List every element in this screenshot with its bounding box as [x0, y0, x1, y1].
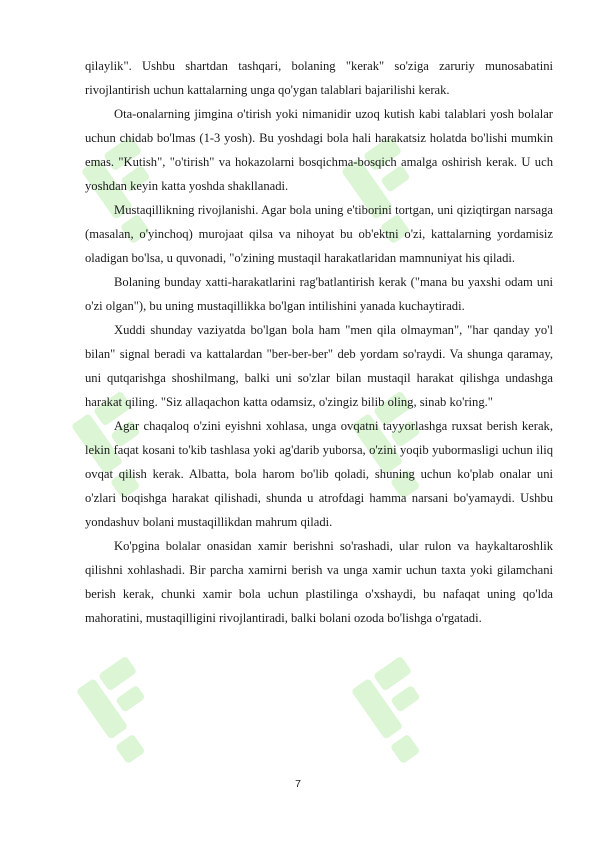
paragraph-2: Ota-onalarning jimgina o'tirish yoki nimanidir uzoq kutish kabi talablari yosh bolalar uchun chidab bo'lmas (1-3 yosh). Bu yoshdagi bola hali harakatsiz holatda bo'lishi mumkin emas. "Kutish", "o'tirish" va hokazolarni bosqichma-bosqich amalga oshirish kerak. U uch yoshdan keyin katta yoshda shakllanadi.	[85, 107, 553, 193]
paragraph-1: qilaylik". Ushbu shartdan tashqari, bolaning "kerak" so'ziga zaruriy munosabatini rivojlantirish uchun kattalarning unga qo'ygan talablari bajarilishi kerak.	[85, 59, 553, 97]
paragraph-5: Xuddi shunday vaziyatda bo'lgan bola ham "men qila olmayman", "har qanday yo'l bilan" signal beradi va kattalardan "ber-ber-ber" deb yordam so'raydi. Va shunga qaramay, uni qutqarishga shoshilmang, balki uni so'zlar bilan mustaqil harakat qilishga undashga harakat qiling. "Siz allaqachon katta odamsiz, o'zingiz bilib oling, sinab ko'ring."	[85, 323, 553, 409]
paragraph-3: Mustaqillikning rivojlanishi. Agar bola uning e'tiborini tortgan, uni qiziqtirgan narsaga (masalan, o'yinchoq) murojaat qilsa va nihoyat bu ob'ektni o'zi, kattalarning yordamisiz oladigan bo'lsa, u quvonadi, "o'zining mustaqil harakatlaridan mamnuniyat his qiladi.	[85, 203, 553, 265]
page-number: 7	[295, 778, 301, 790]
watermark-mark-right-bottom	[351, 656, 453, 765]
paragraph-6: Agar chaqaloq o'zini eyishni xohlasa, unga ovqatni tayyorlashga ruxsat berish kerak, lekin faqat kosani to'kib tashlasa yoki ag'darib yuborsa, o'zini yoqib yubormasligi uchun iliq ovqat qilish kerak. Albatta, bola harom bo'lib qoladi, shuning uchun ko'plab onalar uni o'zlari boqishga harakat qilishadi, shunda u atrofdagi hamma narsani bo'yamaydi. Ushbu yondashuv bolani mustaqillikdan mahrum qiladi.	[85, 419, 553, 529]
watermark-mark-left-bottom	[76, 656, 178, 765]
paragraph-7: Ko'pgina bolalar onasidan xamir berishni so'rashadi, ular rulon va haykaltaroshlik qilishni xohlashadi. Bir parcha xamirni berish va unga xamir uchun taxta yoki gilamchani berish kerak, chunki xamir bola uchun plastilinga o'xshaydi, bu nafaqat uning qo'lda mahoratini, mustaqilligini rivojlantiradi, balki bolani ozoda bo'lishga o'rgatadi.	[85, 539, 553, 625]
body-text	[85, 54, 553, 630]
paragraph-4: Bolaning bunday xatti-harakatlarini rag'batlantirish kerak ("mana bu yaxshi odam uni o'zi olgan"), bu uning mustaqillikka bo'lgan intilishini yanada kuchaytiradi.	[85, 275, 553, 313]
